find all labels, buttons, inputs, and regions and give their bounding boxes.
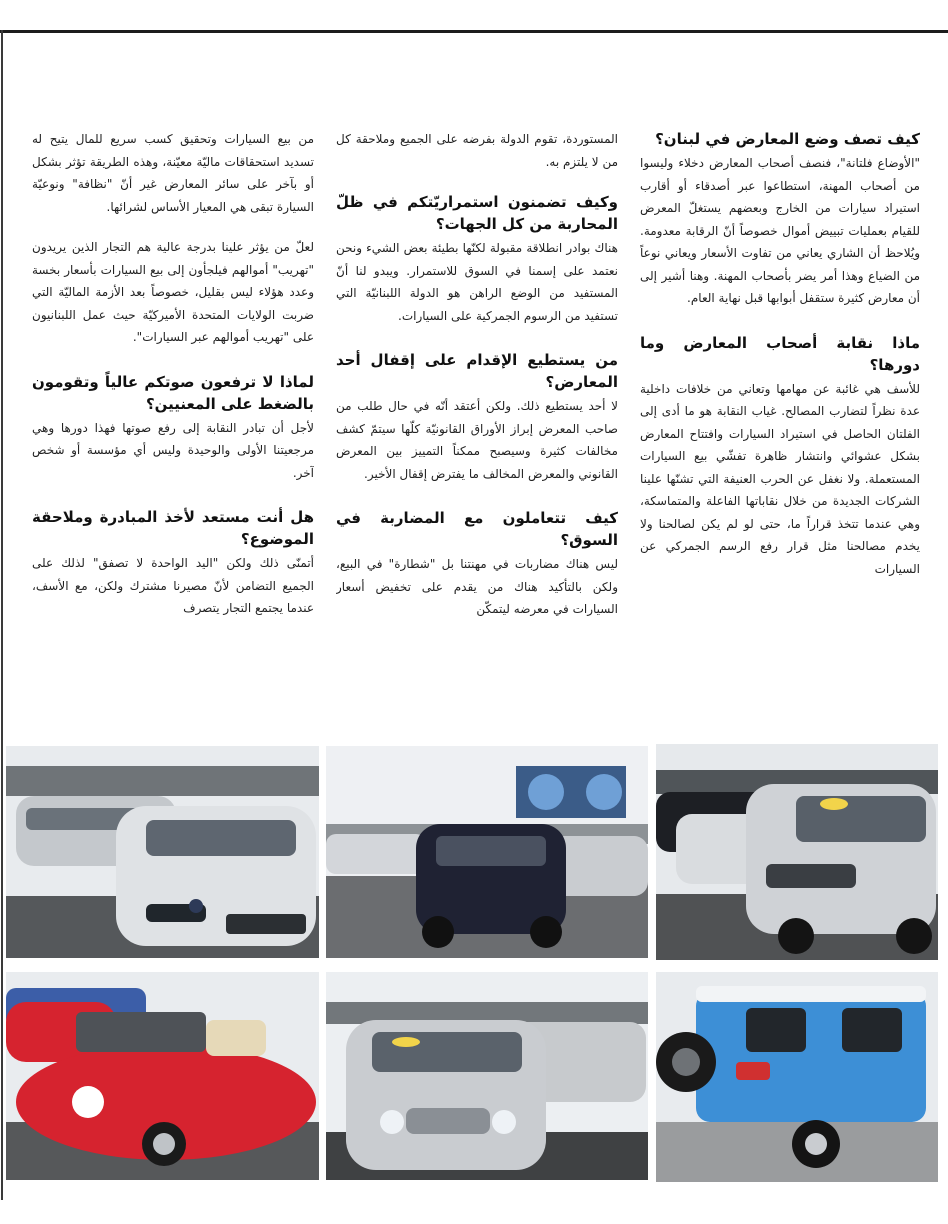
photo-silver-honda-suv bbox=[656, 744, 938, 960]
page-top-rule bbox=[0, 30, 948, 33]
answer-paragraph: "الأوضاع فلتانة"، فنصف أصحاب المعارض دخلاء وليسوا من أصحاب المهنة، استطاعوا عبر أصدقاء أو أقارب استيراد سيارات من الخارج وبعضهم يستغلّ المعرض للقيام بعمليات تبييض أموال خصوصاً أنّ الرقابة معدومة. ويُلاحظ أن الشاري يعاني من تفاوت الأسعار ويعاني نوعاً من الضياع وهذا أمر يضر بأصحاب المهنة. وهنا أشير إلى أن معارض كثيرة ستقفل أبوابها قبل نهاية العام. bbox=[640, 156, 920, 305]
answer-paragraph: لا أحد يستطيع ذلك. ولكن أعتقد أنّه في حال طلب من صاحب المعرض إبراز الأوراق القانونيّة كلّها سيتمّ كشف مخالفات كثيرة وسيصبح ممكناً التمييز بين المعرض القانوني والمعرض المخالف ما يفترض إقفال الأخير. bbox=[336, 399, 618, 481]
article-column-3 bbox=[32, 128, 314, 728]
photo-silver-mercedes bbox=[326, 972, 648, 1180]
question-heading: من يستطيع الإقدام على إقفال أحد المعارض؟ bbox=[336, 351, 618, 391]
answer-paragraph: للأسف هي غائبة عن مهامها وتعاني من خلافات داخلية عدة نظراً لتضارب المصالح. غياب النقابة هو ما أدى إلى الفلتان الحاصل في استيراد السيارات وافتتاح المعارض بشكل عشوائي وانتشار ظاهرة تفشّي بيع السيارات المستعملة. ولا نغفل عن الحرب العنيفة التي تشنّها علينا الشركات الجديدة من خلال نقاباتها الفاعلة والمتماسكة، وهي عندما تتخذ قراراً ما، حتى لو لم يكن لصالحنا ولا يخدم مصالحنا مثل قرار رفع الرسم الجمركي عن السيارات bbox=[640, 381, 920, 576]
article-column-2 bbox=[336, 128, 618, 728]
answer-paragraph: لعلّ من يؤثر علينا بدرجة عالية هم التجار الذين يريدون "تهريب" أموالهم فيلجأون إلى بيع السيارات بأسعار بخسة وعدد هؤلاء ليس بقليل، خصوصاً بعد الأزمة الماليّة التي ضربت الولايات المتحدة الأميركيّة حيث عمل اللبنانيون على "تهريب أموالهم عبر السيارات". bbox=[32, 240, 314, 344]
question-heading: هل أنت مستعد لأخذ المبادرة وملاحقة الموضوع؟ bbox=[32, 508, 314, 548]
page-left-rule bbox=[1, 30, 3, 1200]
photo-blue-fj-cruiser bbox=[656, 972, 938, 1182]
question-heading: كيف تتعاملون مع المضاربة في السوق؟ bbox=[336, 509, 618, 549]
continued-paragraph: من بيع السيارات وتحقيق كسب سريع للمال يتيح له تسديد استحقاقات ماليّة معيّنة، وهذه الطريقة تؤثر بشكل أو بآخر على سائر المعارض غير أنّ "نظافة" ونوعيّة السيارة تبقى هي المعيار الأساس لشرائها. bbox=[32, 132, 314, 214]
question-heading: ماذا نقابة أصحاب المعارض وما دورها؟ bbox=[640, 333, 920, 374]
question-heading: لماذا لا ترفعون صوتكم عالياً وتقومون بالضغط على المعنيين؟ bbox=[32, 372, 314, 413]
article-column-1 bbox=[640, 128, 920, 728]
photo-silver-sedans bbox=[6, 746, 319, 958]
question-heading: كيف تصف وضع المعارض في لبنان؟ bbox=[655, 130, 920, 148]
answer-paragraph: هناك بوادر انطلاقة مقبولة لكنّها بطيئة بعض الشيء ونحن نعتمد على إسمنا في السوق للاستمرار. ويبدو لنا أنّ المستفيد من الوضع الراهن هو الدولة اللبنانيّة التي تستفيد من الرسوم الجمركية على السيارات. bbox=[336, 241, 618, 323]
continued-paragraph: المستوردة، تقوم الدولة بفرضه على الجميع وملاحقة كل من لا يلتزم به. bbox=[336, 132, 618, 169]
photo-dark-suv bbox=[326, 746, 648, 958]
question-heading: وكيف تضمنون استمراريّتكم في ظلّ المحاربة من كل الجهات؟ bbox=[336, 193, 618, 233]
answer-paragraph: أتمنّى ذلك ولكن "اليد الواحدة لا تصفق" لذلك على الجميع التضامن لأنّ مصيرنا مشترك ولكن، مع الأسف، عندما يجتمع التجار يتصرف bbox=[32, 556, 314, 615]
answer-paragraph: لأجل أن تبادر النقابة إلى رفع صوتها فهذا دورها وهي مرجعيتنا الأولى والوحيدة وليس أي مؤسسة أو شخص آخر. bbox=[32, 420, 314, 480]
photo-red-convertible bbox=[6, 972, 319, 1180]
answer-paragraph: ليس هناك مضاربات في مهنتنا بل "شطارة" في البيع، ولكن بالتأكيد هناك من يقدم على تخفيض أسعار السيارات في معرضه ليتمكّن bbox=[336, 557, 618, 616]
